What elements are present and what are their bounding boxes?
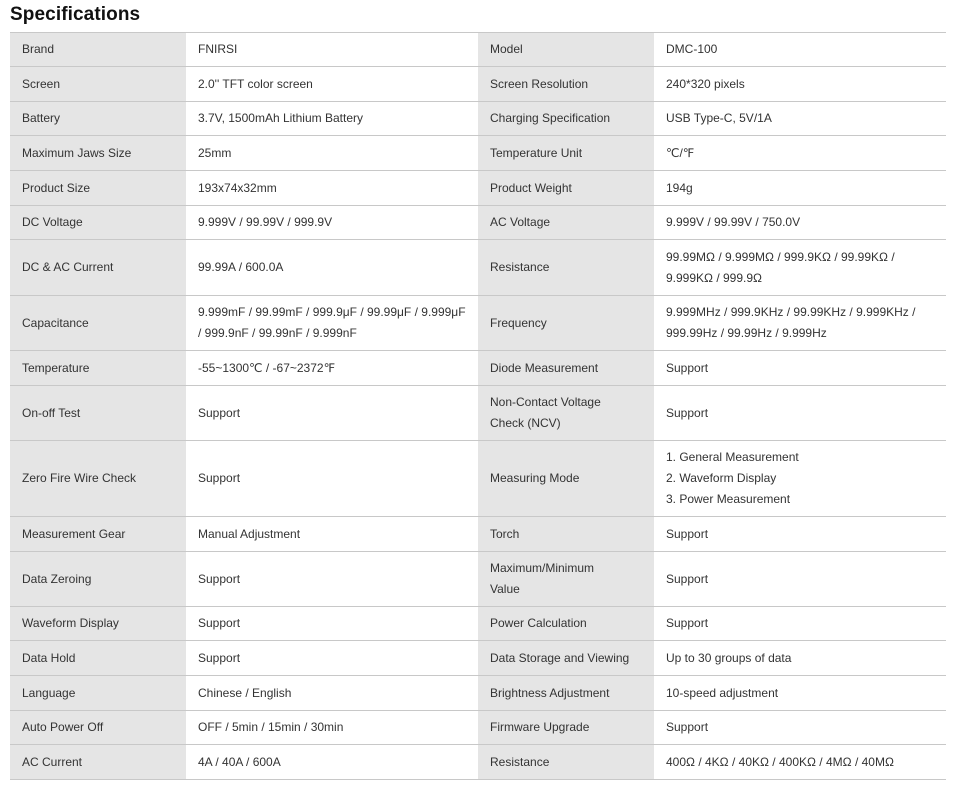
spec-label — [478, 552, 654, 607]
spec-label — [478, 386, 654, 441]
spec-value — [654, 745, 946, 780]
spec-value-line: 1. General Measurement — [666, 450, 799, 464]
spec-value-line: 99.99MΩ / 9.999MΩ / 999.9KΩ / 99.99KΩ / — [666, 249, 895, 264]
spec-label — [478, 441, 654, 517]
spec-label: Brand — [10, 33, 186, 67]
spec-label-line: Value — [490, 582, 520, 596]
spec-value — [654, 441, 946, 517]
spec-value-line: Support — [198, 616, 241, 630]
spec-label-line: Resistance — [490, 754, 550, 769]
spec-label-line: Temperature Unit — [490, 145, 583, 160]
spec-value — [654, 171, 946, 206]
spec-value — [186, 441, 478, 517]
spec-label: Auto Power Off — [10, 711, 186, 745]
spec-label-line: Brightness Adjustment — [490, 685, 610, 700]
spec-label-line: Model — [490, 42, 523, 56]
spec-row — [10, 102, 946, 136]
spec-row — [10, 136, 946, 171]
spec-label-line: Product Weight — [490, 180, 572, 195]
spec-value — [654, 206, 946, 240]
spec-row — [10, 676, 946, 711]
spec-label-line: Firmware Upgrade — [490, 720, 590, 734]
spec-label: AC Current — [10, 745, 186, 780]
spec-value — [654, 386, 946, 441]
spec-row — [10, 517, 946, 552]
spec-label — [478, 296, 654, 351]
spec-value-line: 9.999KΩ / 999.9Ω — [666, 270, 763, 285]
spec-value — [654, 676, 946, 711]
spec-value-line: Support — [666, 571, 709, 586]
spec-value — [186, 171, 478, 206]
spec-value — [186, 33, 478, 67]
spec-value-line: Support — [198, 471, 241, 485]
spec-row — [10, 206, 946, 240]
spec-value-line: DMC-100 — [666, 42, 718, 56]
spec-label: Temperature — [10, 351, 186, 386]
spec-label — [478, 33, 654, 67]
spec-value-line: 99.99A / 600.0A — [198, 260, 284, 274]
spec-label-line: Non-Contact Voltage — [490, 395, 601, 409]
spec-label — [478, 517, 654, 552]
spec-value — [186, 351, 478, 386]
spec-label: Data Zeroing — [10, 552, 186, 607]
spec-label: Maximum Jaws Size — [10, 136, 186, 171]
spec-label: Waveform Display — [10, 607, 186, 641]
spec-label-line: Data Storage and Viewing — [490, 650, 630, 665]
spec-value — [654, 711, 946, 745]
spec-row — [10, 171, 946, 206]
spec-value — [186, 67, 478, 102]
spec-label-line: Check (NCV) — [490, 416, 561, 430]
spec-row — [10, 33, 946, 67]
spec-value-line: 193x74x32mm — [198, 180, 277, 195]
spec-row — [10, 351, 946, 386]
spec-value — [186, 296, 478, 351]
spec-value — [654, 517, 946, 552]
spec-value-line: 240*320 pixels — [666, 76, 745, 91]
spec-value-line: 2.0'' TFT color screen — [198, 76, 313, 91]
spec-label: Zero Fire Wire Check — [10, 441, 186, 517]
spec-value-line: FNIRSI — [198, 42, 238, 56]
spec-value-line: 9.999MHz / 999.9KHz / 99.99KHz / 9.999KHz / — [666, 305, 916, 319]
spec-row — [10, 711, 946, 745]
spec-value — [186, 552, 478, 607]
spec-row — [10, 67, 946, 102]
page-title: Specifications — [10, 4, 141, 25]
spec-value — [654, 136, 946, 171]
spec-value-line: 4A / 40A / 600A — [198, 754, 281, 769]
spec-value — [186, 240, 478, 296]
spec-row — [10, 552, 946, 607]
spec-value-line: 10-speed adjustment — [666, 685, 779, 700]
spec-value-line: 9.999V / 99.99V / 750.0V — [666, 215, 801, 229]
spec-value-line: 999.99Hz / 99.99Hz / 9.999Hz — [666, 326, 827, 340]
spec-value-line: Support — [198, 571, 241, 586]
spec-label — [478, 67, 654, 102]
spec-label: On-off Test — [10, 386, 186, 441]
spec-value-line: Support — [666, 616, 709, 630]
spec-label — [478, 711, 654, 745]
spec-value-line: 194g — [666, 180, 693, 195]
spec-value-line: 3.7V, 1500mAh Lithium Battery — [198, 111, 363, 125]
spec-label-line: Resistance — [490, 260, 550, 274]
spec-label: Product Size — [10, 171, 186, 206]
spec-row — [10, 607, 946, 641]
spec-label: Capacitance — [10, 296, 186, 351]
spec-value — [654, 102, 946, 136]
spec-value — [186, 136, 478, 171]
spec-value-line: Support — [666, 405, 709, 420]
spec-value — [186, 641, 478, 676]
spec-label: DC & AC Current — [10, 240, 186, 296]
spec-value — [654, 641, 946, 676]
spec-value-line: Support — [198, 405, 241, 420]
spec-row — [10, 386, 946, 441]
spec-value-line: 2. Waveform Display — [666, 471, 777, 485]
spec-value-line: Support — [666, 360, 709, 375]
spec-value-line: Support — [198, 650, 241, 665]
spec-label — [478, 136, 654, 171]
spec-row — [10, 441, 946, 517]
spec-label — [478, 676, 654, 711]
spec-label-line: Frequency — [490, 315, 547, 330]
spec-value — [654, 351, 946, 386]
spec-value — [186, 206, 478, 240]
spec-value — [186, 607, 478, 641]
spec-label-line: Maximum/Minimum — [490, 561, 595, 575]
spec-label-line: AC Voltage — [490, 215, 551, 229]
spec-value-line: USB Type-C, 5V/1A — [666, 111, 772, 125]
spec-value-line: Manual Adjustment — [198, 526, 301, 541]
spec-value — [654, 67, 946, 102]
spec-label: Screen — [10, 67, 186, 102]
spec-value — [186, 386, 478, 441]
spec-value — [654, 607, 946, 641]
spec-label — [478, 641, 654, 676]
spec-value-line: 9.999mF / 99.99mF / 999.9μF / 99.99μF / 9.999μF — [198, 305, 466, 319]
spec-label: Battery — [10, 102, 186, 136]
spec-value-line: 3. Power Measurement — [666, 492, 791, 506]
spec-label-line: Charging Specification — [490, 111, 611, 125]
spec-value — [186, 745, 478, 780]
spec-value-line: -55~1300℃ / -67~2372℉ — [198, 360, 335, 375]
spec-label: Data Hold — [10, 641, 186, 676]
spec-value — [654, 33, 946, 67]
spec-label — [478, 240, 654, 296]
spec-value-line: Up to 30 groups of data — [666, 650, 792, 665]
spec-value — [186, 711, 478, 745]
spec-value — [186, 676, 478, 711]
spec-label-line: Screen Resolution — [490, 76, 589, 91]
spec-row — [10, 745, 946, 780]
spec-value — [654, 240, 946, 296]
spec-label — [478, 102, 654, 136]
spec-label — [478, 171, 654, 206]
spec-row — [10, 240, 946, 296]
spec-label-line: Measuring Mode — [490, 471, 580, 485]
spec-label: Language — [10, 676, 186, 711]
spec-value-line: 25mm — [198, 145, 232, 160]
spec-value — [654, 552, 946, 607]
spec-value-line: Chinese / English — [198, 685, 292, 700]
spec-value — [186, 102, 478, 136]
spec-label — [478, 607, 654, 641]
spec-row — [10, 641, 946, 676]
specifications-table-body — [10, 33, 946, 780]
spec-value-line: OFF / 5min / 15min / 30min — [198, 720, 344, 734]
specifications-table — [10, 32, 946, 780]
spec-label-line: Diode Measurement — [490, 360, 599, 375]
spec-label-line: Power Calculation — [490, 616, 587, 630]
spec-value-line: Support — [666, 526, 709, 541]
spec-value-line: ℃/℉ — [666, 145, 695, 160]
spec-label: DC Voltage — [10, 206, 186, 240]
spec-row — [10, 296, 946, 351]
spec-label — [478, 206, 654, 240]
spec-label — [478, 745, 654, 780]
spec-label: Measurement Gear — [10, 517, 186, 552]
spec-value-line: / 999.9nF / 99.99nF / 9.999nF — [198, 326, 357, 340]
spec-label — [478, 351, 654, 386]
spec-value — [654, 296, 946, 351]
spec-value-line: Support — [666, 720, 709, 734]
spec-value-line: 9.999V / 99.99V / 999.9V — [198, 215, 333, 229]
spec-label-line: Torch — [490, 526, 520, 541]
spec-value-line: 400Ω / 4KΩ / 40KΩ / 400KΩ / 4MΩ / 40MΩ — [666, 754, 894, 769]
spec-value — [186, 517, 478, 552]
